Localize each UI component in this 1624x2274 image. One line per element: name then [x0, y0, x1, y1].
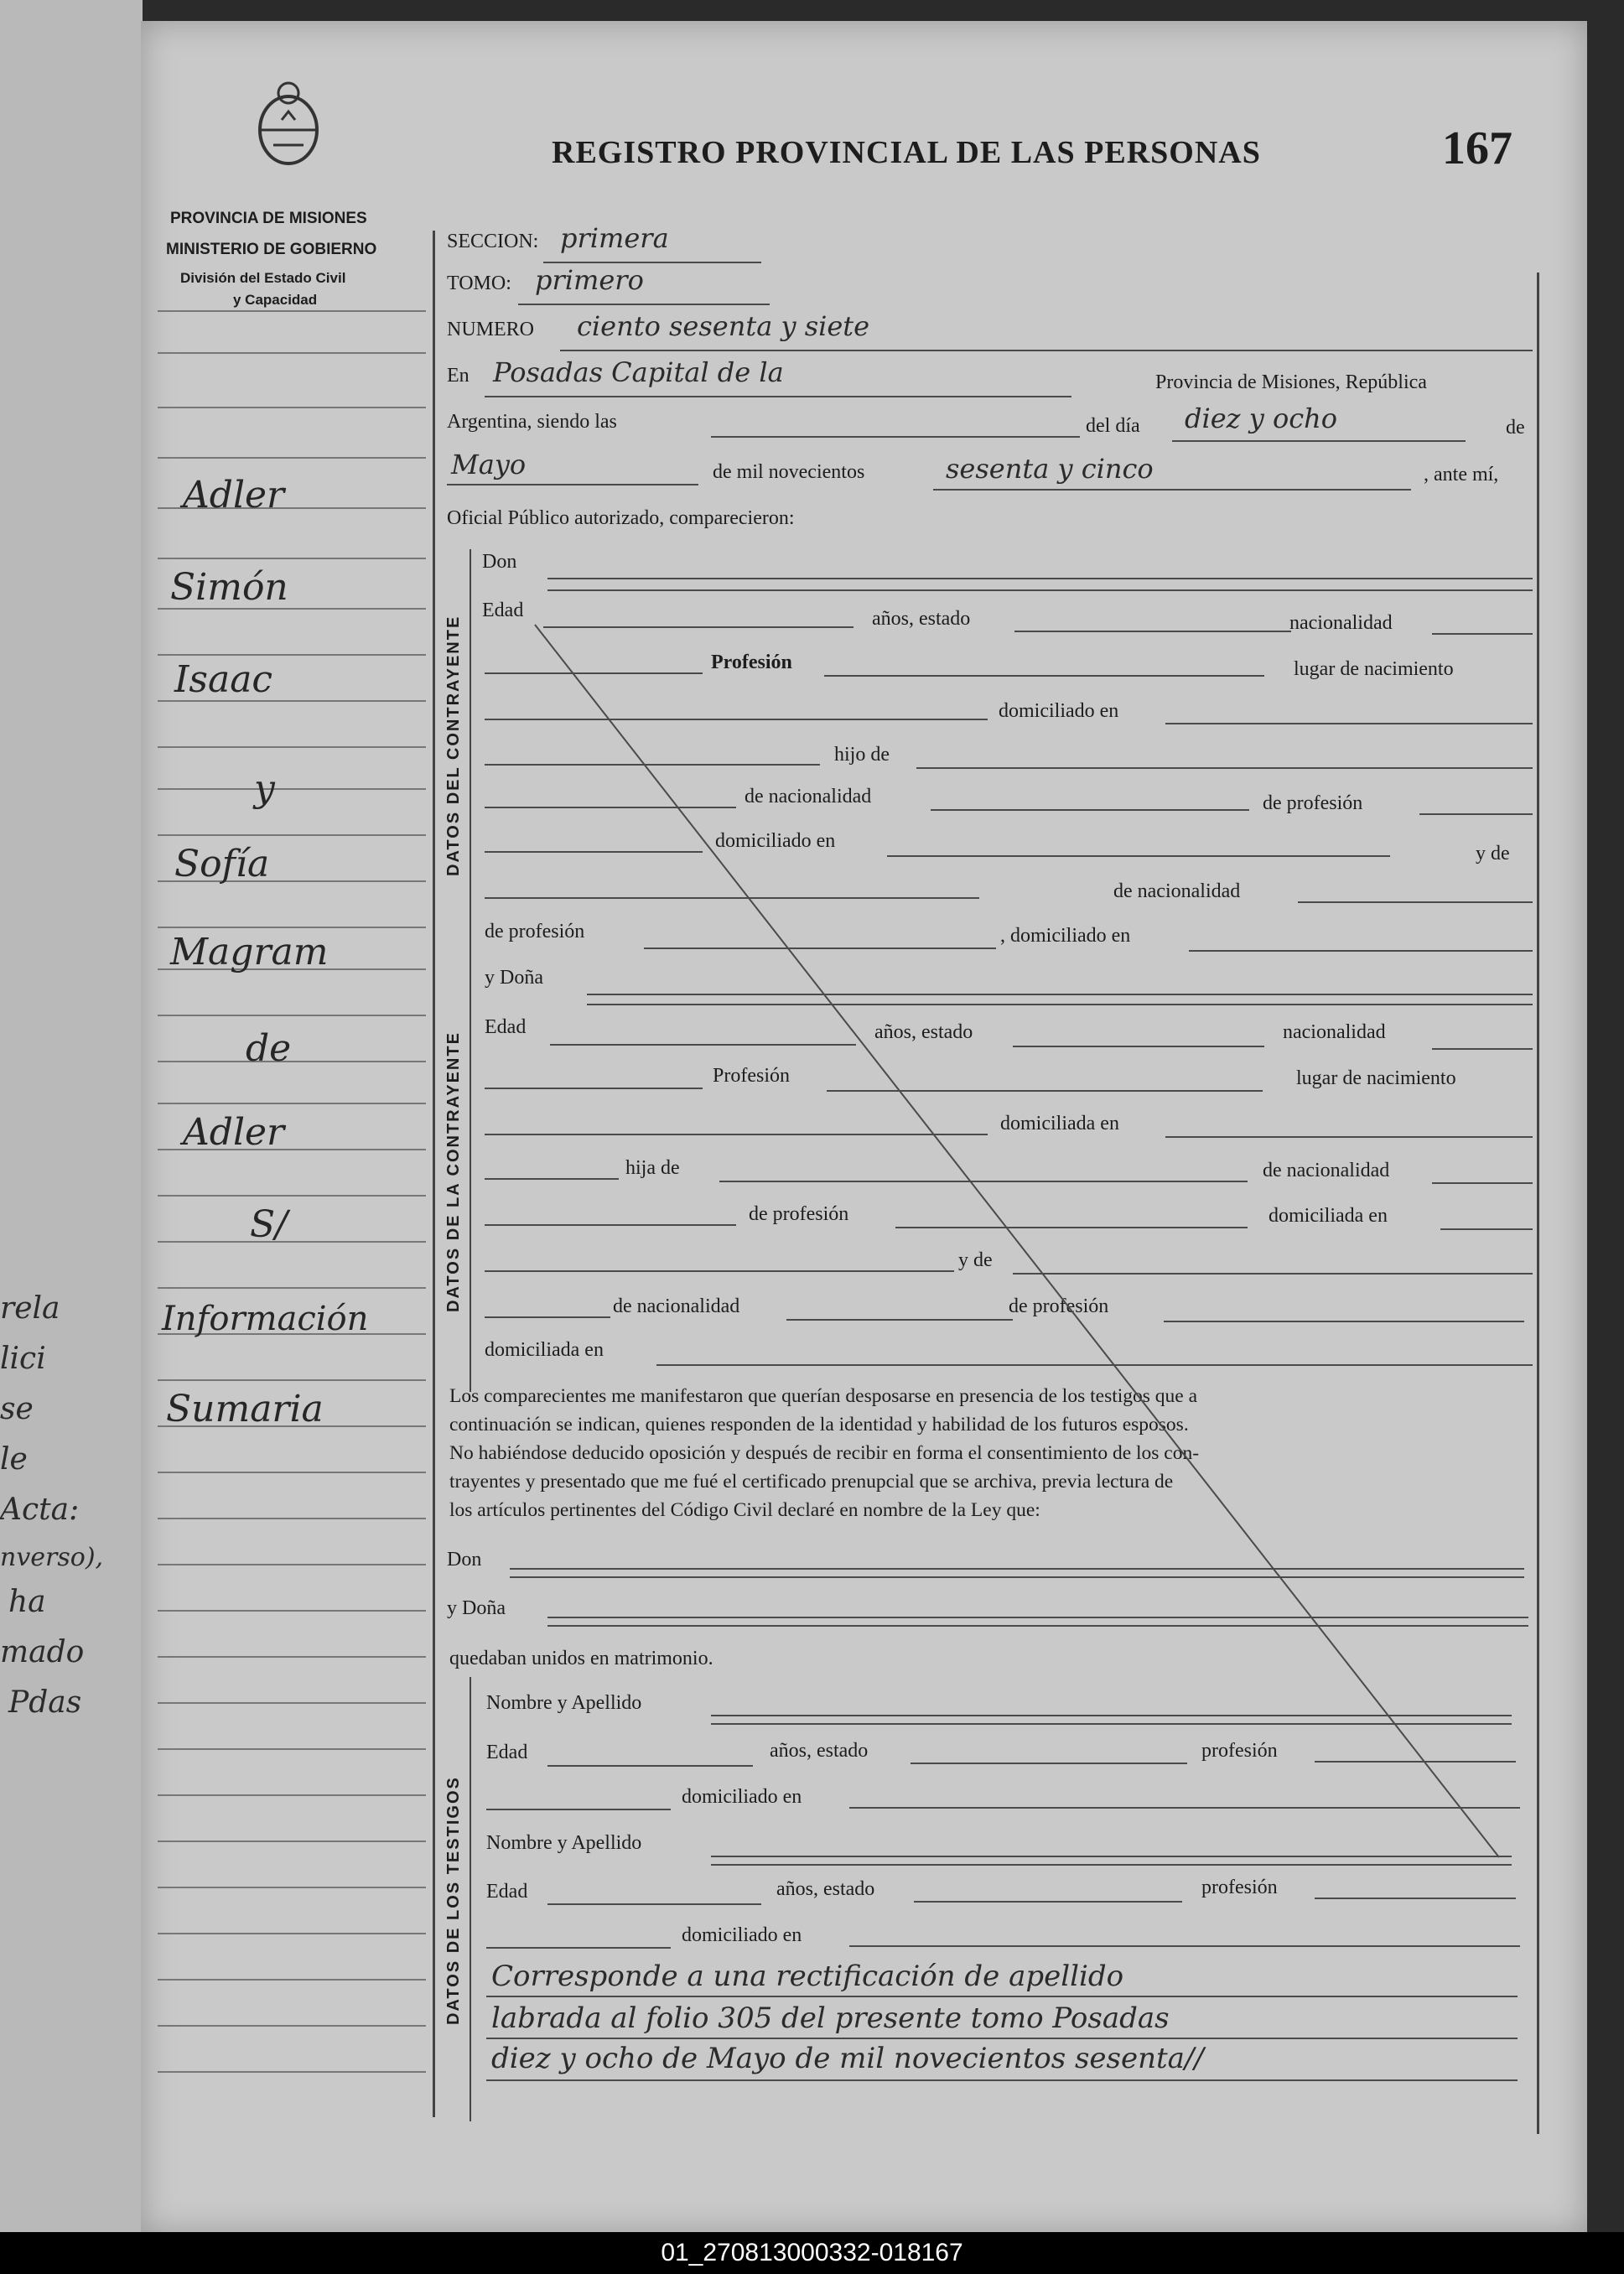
- annotation-line: labrada al folio 305 del presente tomo Posadas: [491, 2001, 1170, 2035]
- margin-note-line: S/: [250, 1203, 288, 1246]
- office-line3: División del Estado Civil: [180, 270, 346, 286]
- y-de-label: y de: [1476, 843, 1510, 864]
- margin-note-line: Simón: [170, 566, 288, 609]
- de-nacionalidad-label-f2: de nacionalidad: [613, 1295, 740, 1317]
- anios-estado-label-f: años, estado: [874, 1021, 973, 1043]
- left-page-fragment: se: [0, 1392, 34, 1426]
- margin-note-line: Magram: [170, 931, 329, 973]
- de-mil-label: de mil novecientos: [713, 461, 865, 483]
- profesion-label-t2: profesión: [1201, 1877, 1278, 1898]
- margin-note-line: y: [254, 767, 275, 810]
- de-profesion-label: de profesión: [1263, 792, 1363, 814]
- seccion-label: SECCION:: [447, 231, 539, 252]
- lugar-nacimiento-label: lugar de nacimiento: [1294, 658, 1454, 680]
- domiciliada-label-2: domiciliada en: [1269, 1205, 1388, 1227]
- cancellation-line: [141, 21, 1587, 2235]
- dia-value[interactable]: diez y ocho: [1185, 402, 1337, 434]
- section-label-contrayente-f: DATOS DE LA CONTRAYENTE: [444, 1031, 463, 1312]
- page-number: 167: [1442, 122, 1512, 174]
- numero-value[interactable]: ciento sesenta y siete: [577, 310, 870, 342]
- annotation-line: Corresponde a una rectificación de apellido: [491, 1960, 1124, 1993]
- domiciliado-label-t2: domiciliado en: [682, 1924, 802, 1946]
- office-line1: PROVINCIA DE MISIONES: [170, 210, 367, 227]
- hijo-de-label: hijo de: [834, 744, 890, 766]
- don-label-2: Don: [447, 1549, 482, 1571]
- profesion-label-t1: profesión: [1201, 1740, 1278, 1762]
- del-dia-label: del día: [1086, 415, 1140, 437]
- nacionalidad-label: nacionalidad: [1289, 612, 1393, 634]
- de-profesion-label-2: de profesión: [485, 921, 585, 942]
- de-nacionalidad-label: de nacionalidad: [745, 786, 872, 807]
- office-line2: MINISTERIO DE GOBIERNO: [166, 241, 377, 258]
- y-de-label-f: y de: [958, 1249, 993, 1271]
- domiciliado-label: domiciliado en: [999, 700, 1119, 722]
- register-page: [141, 21, 1587, 2235]
- margin-note-line: Adler: [183, 474, 285, 517]
- left-page-fragment: lici: [0, 1342, 46, 1376]
- dona-label-2: y Doña: [447, 1597, 506, 1619]
- register-title: REGISTRO PROVINCIAL DE LAS PERSONAS: [552, 135, 1261, 170]
- left-page-fragment: Pdas: [8, 1685, 82, 1720]
- annotation-line: diez y ocho de Mayo de mil novecientos sesenta//: [491, 2042, 1204, 2075]
- seccion-value[interactable]: primera: [560, 222, 669, 254]
- margin-note-line: Sofía: [174, 843, 270, 885]
- declaration-line: Los comparecientes me manifestaron que querían desposarse en presencia de los testigos que a: [449, 1385, 1198, 1407]
- unidos-text: quedaban unidos en matrimonio.: [449, 1648, 713, 1669]
- don-label: Don: [482, 551, 517, 573]
- domiciliada-label: domiciliada en: [1000, 1113, 1119, 1134]
- margin-note-line: Adler: [183, 1111, 285, 1154]
- anios-estado-label: años, estado: [872, 608, 971, 630]
- argentina-text: Argentina, siendo las: [447, 411, 617, 433]
- en-value[interactable]: Posadas Capital de la: [493, 356, 784, 388]
- section-label-contrayente: DATOS DEL CONTRAYENTE: [444, 615, 463, 876]
- declaration-line: los artículos pertinentes del Código Civil declaré en nombre de la Ley que:: [449, 1499, 1040, 1521]
- profesion-label-f: Profesión: [713, 1065, 790, 1087]
- left-page-fragment: Acta:: [0, 1493, 80, 1527]
- nacionalidad-label-f: nacionalidad: [1283, 1021, 1386, 1043]
- anios-estado-label-t1: años, estado: [770, 1740, 869, 1762]
- left-page-fragment: le: [0, 1442, 28, 1477]
- anios-estado-label-t2: años, estado: [776, 1878, 875, 1900]
- mes-value[interactable]: Mayo: [451, 449, 527, 480]
- lugar-nacimiento-label-f: lugar de nacimiento: [1296, 1067, 1456, 1089]
- section-label-testigos: DATOS DE LOS TESTIGOS: [444, 1776, 463, 2025]
- domiciliado-label-2: domiciliado en: [715, 830, 836, 852]
- dona-label: y Doña: [485, 967, 543, 989]
- edad-label-t1: Edad: [486, 1742, 528, 1763]
- declaration-line: continuación se indican, quienes responden de la identidad y habilidad de los futuros esposos.: [449, 1414, 1189, 1436]
- edad-label: Edad: [482, 600, 524, 621]
- anio-value[interactable]: sesenta y cinco: [946, 453, 1154, 485]
- edad-label-f: Edad: [485, 1016, 527, 1038]
- tomo-value[interactable]: primero: [535, 264, 644, 296]
- margin-note-line: Isaac: [174, 658, 273, 701]
- margin-note-line: Información: [162, 1300, 369, 1338]
- ante-mi-label: , ante mí,: [1424, 464, 1499, 485]
- oficial-text: Oficial Público autorizado, comparecieron:: [447, 507, 795, 529]
- left-page-fragment: rela: [0, 1291, 60, 1326]
- left-page-fragment: nverso),: [0, 1543, 104, 1572]
- declaration-line: No habiéndose deducido oposición y después de recibir en forma el consentimiento de los con-: [449, 1442, 1200, 1464]
- numero-label: NUMERO: [447, 319, 535, 340]
- declaration-line: trayentes y presentado que me fué el certificado prenupcial que se archiva, previa lectura de: [449, 1471, 1174, 1493]
- de-nacionalidad-label-f: de nacionalidad: [1263, 1160, 1390, 1181]
- tomo-label: TOMO:: [447, 273, 511, 294]
- profesion-label: Profesión: [711, 652, 792, 673]
- domiciliado-label-3: , domiciliado en: [1000, 925, 1131, 947]
- de-nacionalidad-label-2: de nacionalidad: [1113, 880, 1241, 902]
- de-label: de: [1506, 417, 1525, 439]
- nombre-label-2: Nombre y Apellido: [486, 1832, 642, 1854]
- provincia-text: Provincia de Misiones, República: [1155, 371, 1427, 393]
- domiciliado-label-t1: domiciliado en: [682, 1786, 802, 1808]
- left-page-fragment: ha: [8, 1585, 46, 1619]
- hija-de-label: hija de: [625, 1157, 680, 1179]
- margin-note-line: de: [246, 1027, 292, 1070]
- de-profesion-label-f2: de profesión: [1009, 1295, 1109, 1317]
- left-page-edge: [0, 0, 143, 2247]
- margin-note-line: Sumaria: [166, 1388, 324, 1430]
- edad-label-t2: Edad: [486, 1881, 528, 1903]
- nombre-label: Nombre y Apellido: [486, 1692, 642, 1714]
- image-id-footer: 01_270813000332-018167: [0, 2232, 1624, 2274]
- domiciliada-label-3: domiciliada en: [485, 1339, 604, 1361]
- office-line4: y Capacidad: [233, 292, 318, 308]
- left-page-fragment: mado: [0, 1635, 85, 1669]
- en-label: En: [447, 365, 470, 387]
- de-profesion-label-f: de profesión: [749, 1203, 849, 1225]
